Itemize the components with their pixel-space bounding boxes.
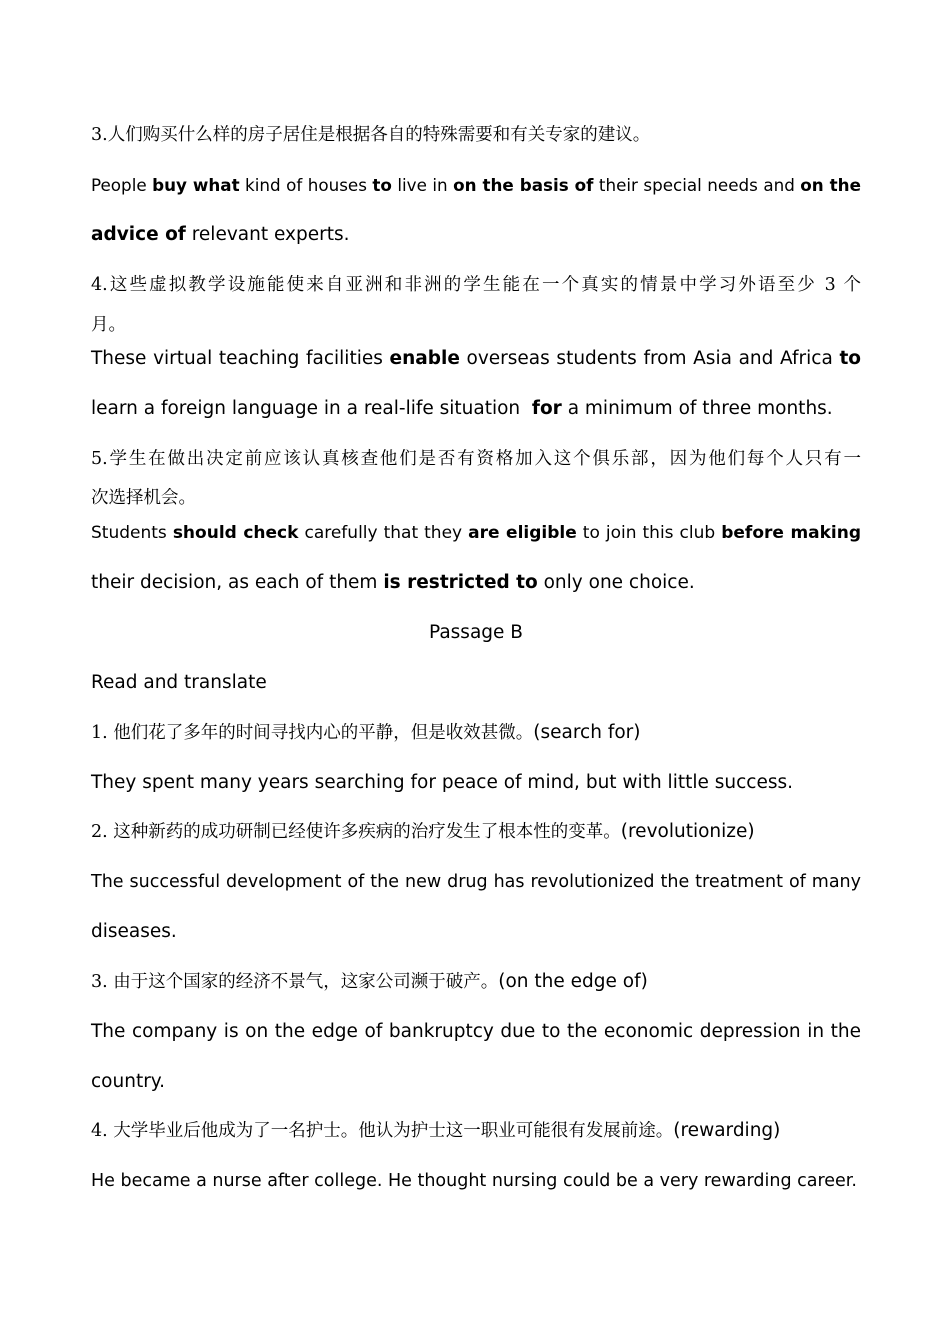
item4-chinese-line2: 月。 <box>91 315 126 335</box>
section-title: Passage B <box>429 622 523 643</box>
item5-english-line1: Students should check carefully that they are eligible to join this club before making <box>91 523 862 543</box>
item5-chinese-line2: 次选择机会。 <box>91 488 196 508</box>
item3-english-line1: People buy what kind of houses to live in on the basis of their special needs and on the <box>91 175 861 195</box>
b-item3-english-line1: The company is on the edge of bankruptcy due to the economic depression in the <box>91 1021 861 1042</box>
b-item3-chinese: 3. 由于这个国家的经济不景气，这家公司濒于破产。(on the edge of) <box>91 971 648 992</box>
section-instruction: Read and translate <box>91 672 267 693</box>
b-item1-english: They spent many years searching for peace of mind, but with little success. <box>91 772 793 793</box>
b-item3-english-line2: country. <box>91 1071 165 1092</box>
item5-english-line2: their decision, as each of them is restricted to only one choice. <box>91 572 695 593</box>
item3-english-line2: advice of relevant experts. <box>91 224 350 245</box>
item4-chinese-line1: 4.这些虚拟教学设施能使来自亚洲和非洲的学生能在一个真实的情景中学习外语至少 3 个 <box>91 275 861 295</box>
b-item2-chinese: 2. 这种新药的成功研制已经使许多疾病的治疗发生了根本性的变革。(revolutionize) <box>91 821 755 842</box>
b-item2-english-line1: The successful development of the new drug has revolutionized the treatment of many <box>91 872 861 892</box>
item5-chinese-line1: 5.学生在做出决定前应该认真核查他们是否有资格加入这个俱乐部，因为他们每个人只有一 <box>91 449 861 469</box>
item4-english-line2: learn a foreign language in a real-life situation for a minimum of three months. <box>91 398 833 419</box>
item4-english-line1: These virtual teaching facilities enable overseas students from Asia and Africa to <box>91 348 862 369</box>
b-item4-chinese: 4. 大学毕业后他成为了一名护士。他认为护士这一职业可能很有发展前途。(rewarding) <box>91 1120 781 1141</box>
b-item2-english-line2: diseases. <box>91 921 177 942</box>
item3-chinese: 3.人们购买什么样的房子居住是根据各自的特殊需要和有关专家的建议。 <box>91 125 651 145</box>
b-item1-chinese: 1. 他们花了多年的时间寻找内心的平静，但是收效甚微。(search for) <box>91 722 641 743</box>
b-item4-english: He became a nurse after college. He thought nursing could be a very rewarding career. <box>91 1171 857 1191</box>
